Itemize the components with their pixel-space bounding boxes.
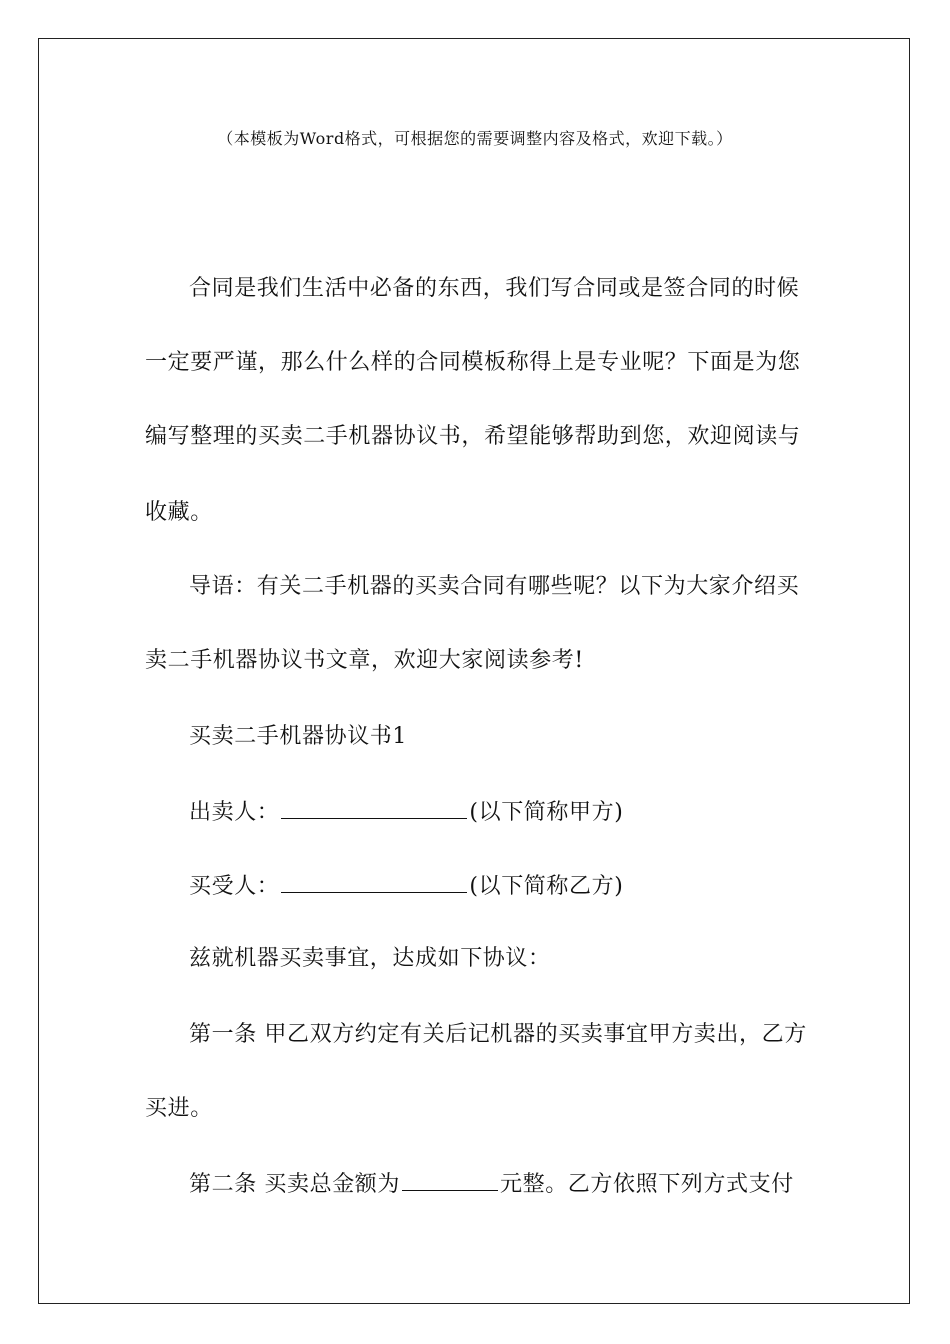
- agreement-title: 买卖二手机器协议书1: [189, 724, 407, 749]
- buyer-label: 买受人：: [189, 874, 280, 899]
- preamble: 兹就机器买卖事宜，达成如下协议：: [189, 946, 551, 971]
- template-notice: （本模板为Word格式，可根据您的需要调整内容及格式，欢迎下载。）: [217, 129, 733, 148]
- seller-row: [189, 796, 623, 828]
- guide-line-2: 卖二手机器协议书文章，欢迎大家阅读参考!: [145, 648, 584, 673]
- seller-label: 出卖人：: [189, 800, 280, 825]
- article-2-prefix: 第二条 买卖总金额为: [189, 1172, 400, 1197]
- buyer-suffix: (以下简称乙方): [469, 874, 624, 899]
- guide-line-1: 导语：有关二手机器的买卖合同有哪些呢？以下为大家介绍买: [189, 574, 800, 599]
- amount-blank: [402, 1168, 498, 1191]
- article-1-line-2: 买进。: [145, 1096, 213, 1121]
- seller-suffix: (以下简称甲方): [469, 800, 624, 825]
- article-2-row: [189, 1168, 794, 1200]
- article-1-line-1: 第一条 甲乙双方约定有关后记机器的买卖事宜甲方卖出，乙方: [189, 1022, 807, 1047]
- intro-line-1: 合同是我们生活中必备的东西，我们写合同或是签合同的时候: [189, 276, 800, 301]
- intro-line-4: 收藏。: [145, 500, 213, 525]
- buyer-row: [189, 870, 623, 902]
- seller-blank: [281, 796, 467, 819]
- buyer-blank: [281, 870, 467, 893]
- article-2-suffix: 元整。乙方依照下列方式支付: [500, 1172, 794, 1197]
- intro-line-3: 编写整理的买卖二手机器协议书，希望能够帮助到您，欢迎阅读与: [145, 424, 801, 449]
- intro-line-2: 一定要严谨，那么什么样的合同模板称得上是专业呢？下面是为您: [145, 350, 801, 375]
